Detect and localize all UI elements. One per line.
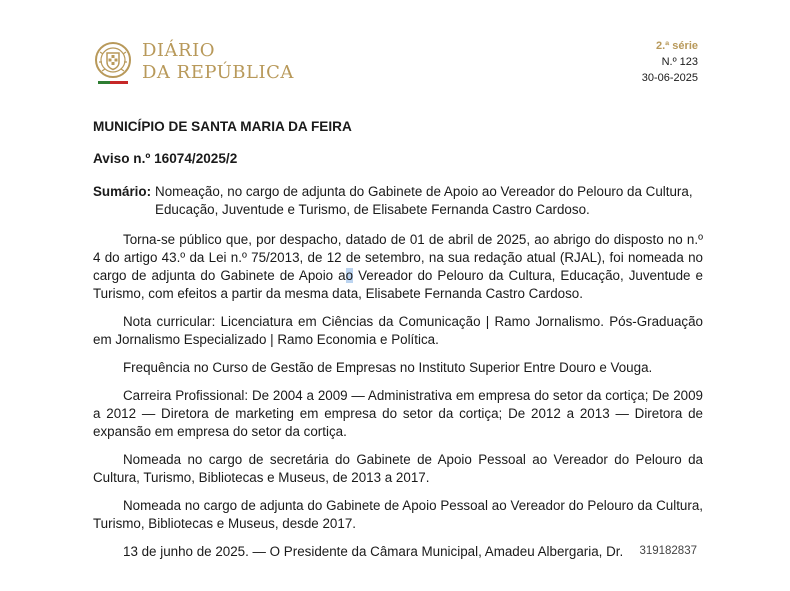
paragraph-secretary: Nomeada no cargo de secretária do Gabinete de Apoio Pessoal ao Vereador do Pelouro da Cultura, Turismo, Bibliotecas e Museus, de 2013 a 2017. (93, 452, 703, 485)
signature-line: 13 de junho de 2025. — O Presidente da Câmara Municipal, Amadeu Albergaria, Dr. (123, 544, 624, 559)
brand-title (142, 40, 294, 84)
document-body (93, 118, 703, 561)
summary-label: Sumário: (93, 184, 152, 199)
summary-text: Nomeação, no cargo de adjunta do Gabinete de Apoio ao Vereador do Pelouro da Cultura, Educação, Juventude e Turismo, de Elisabete Fernanda Castro Cardoso. (155, 184, 693, 217)
issue-series: 2.ª série (656, 40, 698, 52)
issue-date: 30-06-2025 (641, 72, 698, 84)
brand-line-1: DIÁRIO (142, 40, 215, 61)
notice-number: Aviso n.º 16074/2025/2 (93, 151, 238, 166)
flag-stripe (98, 81, 128, 84)
paragraph-course: Frequência no Curso de Gestão de Empresas no Instituto Superior Entre Douro e Vouga. (123, 360, 653, 375)
paragraph-adjunct: Nomeada no cargo de adjunta do Gabinete de Apoio Pessoal ao Vereador do Pelouro da Cultura, Turismo, Bibliotecas e Museus, desde 2017. (93, 498, 703, 531)
issue-number: N.º 123 (661, 56, 698, 68)
paragraph-appointment-part2: Vereador do Pelouro da Cultura, Educação, Juventude e Turismo, com efeitos a partir da mesma data, Elisabete Fernanda Castro Cardoso. (93, 268, 703, 301)
coat-of-arms-icon (94, 40, 132, 82)
document-reference: 319182837 (639, 545, 697, 557)
summary-block (93, 183, 703, 219)
entity-title: MUNICÍPIO DE SANTA MARIA DA FEIRA (93, 119, 352, 134)
paragraph-career: Carreira Profissional: De 2004 a 2009 — Administrativa em empresa do setor da cortiça; De 2009 a 2012 — Diretora de marketing em empresa do setor da cortiça; De 2012 a 2013 — Diretora de expansão em empresa do setor da cortiça. (93, 388, 703, 439)
issue-meta (642, 38, 698, 86)
text-selection-highlight: o (345, 268, 354, 283)
paragraph-curriculum: Nota curricular: Licenciatura em Ciências da Comunicação | Ramo Jornalismo. Pós-Graduação em Jornalismo Especializado | Ramo Economia e Política. (93, 314, 703, 347)
brand-line-2: DA REPÚBLICA (142, 62, 294, 83)
paragraph-appointment-part1: Torna-se público que, por despacho, datado de 01 de abril de 2025, ao abrigo do disposto no n.º 4 do artigo 43.º da Lei n.º 75/2013, de 12 de setembro, na sua redação atual (RJAL), foi nomeada no cargo de adjunta do Gabinete de Apoio a (93, 232, 703, 283)
page-header (94, 38, 698, 88)
paragraph-appointment (93, 231, 703, 303)
